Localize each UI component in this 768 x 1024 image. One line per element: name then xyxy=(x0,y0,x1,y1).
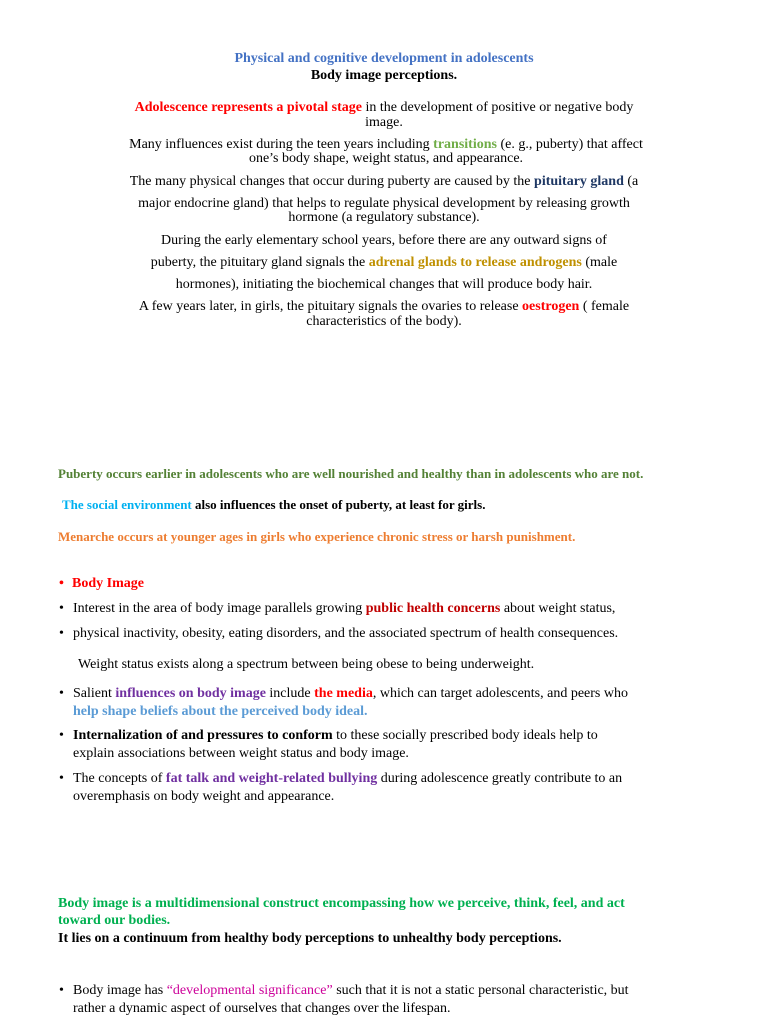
bullet-fat-talk-line2: overemphasis on body weight and appearance. xyxy=(73,789,335,804)
highlight-oestrogen: oestrogen xyxy=(522,299,580,314)
page-title: Physical and cognitive development in adolescents xyxy=(234,51,534,66)
highlight-social-environment: The social environment xyxy=(62,497,192,512)
highlight-developmental-significance: “developmental significance” xyxy=(166,983,333,998)
bullet-dot: • xyxy=(59,601,64,616)
intro-p3-line3: hormone (a regulatory substance). xyxy=(288,210,480,225)
bullet-public-health: Interest in the area of body image parallels growing public health concerns about weight status, xyxy=(73,601,616,616)
bullet-dot: • xyxy=(59,728,64,743)
intro-p5-line1: A few years later, in girls, the pituitary signals the ovaries to release oestrogen ( female xyxy=(138,299,630,314)
intro-p1-line2: image. xyxy=(365,115,403,130)
bullet-dot: • xyxy=(59,626,64,641)
bullet-internalization-line1: Internalization of and pressures to conform to these socially prescribed body ideals help to xyxy=(73,728,598,743)
construct-definition-line2: toward our bodies. xyxy=(58,913,171,928)
intro-p4-line2: puberty, the pituitary gland signals the adrenal glands to release androgens (male xyxy=(150,255,618,270)
bullet-internalization-line2: explain associations between weight status and body image. xyxy=(73,746,409,761)
bullet-developmental-line1: Body image has “developmental significance” such that it is not a static personal characteristic, but xyxy=(73,983,629,998)
highlight-pituitary-gland: pituitary gland xyxy=(534,174,624,189)
puberty-fact-social: The social environment also influences the onset of puberty, at least for girls. xyxy=(62,497,486,512)
highlight-pivotal-stage: Adolescence represents a pivotal stage xyxy=(134,100,362,115)
intro-p2-line2: one’s body shape, weight status, and appearance. xyxy=(248,151,524,166)
intro-p4-line3: hormones), initiating the biochemical changes that will produce body hair. xyxy=(175,277,593,292)
intro-p3-line2: major endocrine gland) that helps to regulate physical development by releasing growth xyxy=(138,196,630,211)
construct-definition-line1: Body image is a multidimensional construct encompassing how we perceive, think, feel, and act xyxy=(58,896,625,911)
bullet-dot: • xyxy=(59,771,64,786)
bullet-physical-inactivity: physical inactivity, obesity, eating disorders, and the associated spectrum of health consequences. xyxy=(73,626,619,641)
intro-p3-line1: The many physical changes that occur during puberty are caused by the pituitary gland (a xyxy=(129,174,639,189)
intro-p5-line2: characteristics of the body). xyxy=(306,314,462,329)
highlight-adrenal-glands: adrenal glands to release androgens xyxy=(368,255,582,270)
bullet-influences-line1: Salient influences on body image include the media, which can target adolescents, and peers who xyxy=(73,686,628,701)
highlight-transitions: transitions xyxy=(433,137,497,152)
bullet-dot: • xyxy=(59,686,64,701)
bullet-dot: • xyxy=(59,576,64,591)
highlight-influences: influences on body image xyxy=(115,686,266,701)
highlight-internalization: Internalization of and pressures to conform xyxy=(73,728,333,743)
highlight-public-health: public health concerns xyxy=(365,601,501,616)
bullet-dot: • xyxy=(59,983,64,998)
highlight-fat-talk: fat talk and weight-related bullying xyxy=(165,771,378,786)
puberty-fact-menarche: Menarche occurs at younger ages in girls who experience chronic stress or harsh punishment. xyxy=(58,529,576,544)
bullet-influences-line2: help shape beliefs about the perceived body ideal. xyxy=(73,704,368,719)
intro-p1-line1: Adolescence represents a pivotal stage in the development of positive or negative body xyxy=(134,100,634,115)
construct-continuum: It lies on a continuum from healthy body perceptions to unhealthy body perceptions. xyxy=(58,931,562,946)
intro-p2-line1: Many influences exist during the teen years including transitions (e. g., puberty) that affect xyxy=(129,137,643,152)
intro-p4-line1: During the early elementary school years, before there are any outward signs of xyxy=(161,233,607,248)
body-image-heading: Body Image xyxy=(72,576,144,591)
weight-status-text: Weight status exists along a spectrum between being obese to being underweight. xyxy=(78,657,535,672)
puberty-fact-nourished: Puberty occurs earlier in adolescents who are well nourished and healthy than in adolescents who are not. xyxy=(58,466,644,481)
page-subtitle: Body image perceptions. xyxy=(310,68,458,83)
highlight-media: the media xyxy=(314,686,373,701)
bullet-developmental-line2: rather a dynamic aspect of ourselves that changes over the lifespan. xyxy=(73,1001,451,1016)
bullet-fat-talk-line1: The concepts of fat talk and weight-related bullying during adolescence greatly contribute to an xyxy=(73,771,623,786)
